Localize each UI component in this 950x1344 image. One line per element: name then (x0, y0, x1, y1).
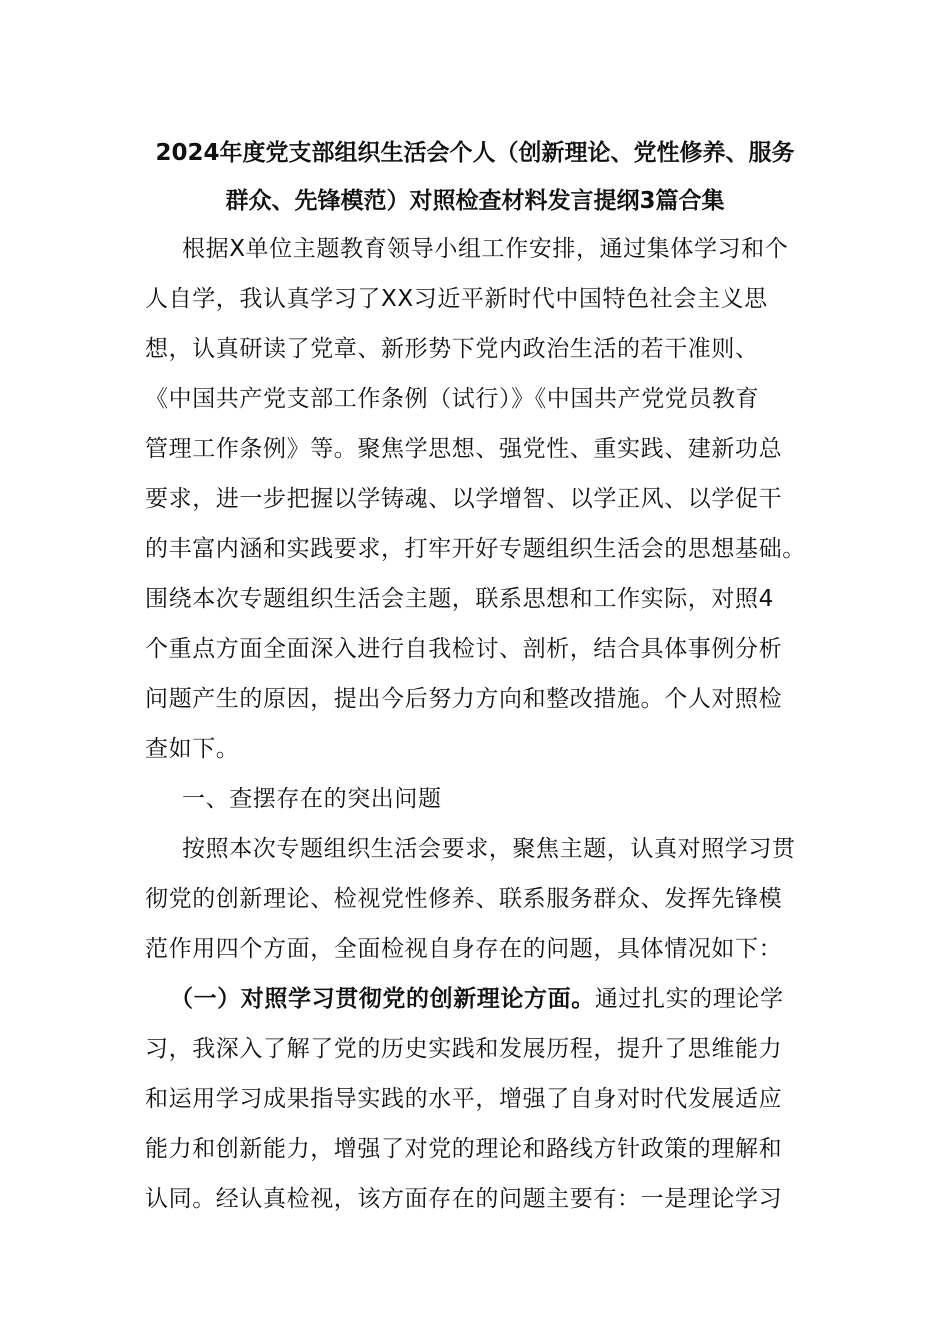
paragraph-line: 人自学，我认真学习了XX习近平新时代中国特色社会主义思 (145, 286, 768, 312)
document-title-line-2: 群众、先锋模范）对照检查材料发言提纲3篇合集 (225, 188, 725, 214)
paragraph-line: 围绕本次专题组织生活会主题，联系思想和工作实际，对照4 (145, 586, 774, 612)
paragraph-line: 要求，进一步把握以学铸魂、以学增智、以学正风、以学促干 (145, 486, 783, 512)
paragraph-line: 习，我深入了解了党的历史实践和发展历程，提升了思维能力 (145, 1036, 783, 1062)
paragraph-line: 能力和创新能力，增强了对党的理论和路线方针政策的理解和 (145, 1136, 783, 1162)
paragraph-line: 彻党的创新理论、检视党性修养、联系服务群众、发挥先锋模 (145, 886, 783, 912)
paragraph-line: 问题产生的原因，提出今后努力方向和整改措施。个人对照检 (145, 686, 783, 712)
paragraph-line: 根据X单位主题教育领导小组工作安排，通过集体学习和个 (182, 236, 789, 262)
document-title-line-1: 2024年度党支部组织生活会个人（创新理论、党性修养、服务 (155, 140, 795, 166)
paragraph-line: 《中国共产党支部工作条例（试行）》《中国共产党党员教育 (145, 386, 760, 412)
subsection-line (170, 974, 784, 1024)
paragraph-line: 想，认真研读了党章、新形势下党内政治生活的若干准则、 (145, 336, 759, 362)
section-heading: 一、查摆存在的突出问题 (182, 786, 442, 812)
paragraph-line: 管理工作条例》等。聚焦学思想、强党性、重实践、建新功总 (145, 436, 783, 462)
paragraph-line: 查如下。 (145, 736, 240, 762)
paragraph-line: 范作用四个方面，全面检视自身存在的问题，具体情况如下： (145, 936, 783, 962)
paragraph-line: 认同。经认真检视，该方面存在的问题主要有：一是理论学习 (145, 1186, 783, 1212)
paragraph-line: 按照本次专题组织生活会要求，聚焦主题，认真对照学习贯 (182, 836, 796, 862)
subsection-text: 通过扎实的理论学 (594, 986, 784, 1012)
paragraph-line: 的丰富内涵和实践要求，打牢开好专题组织生活会的思想基础。 (145, 536, 806, 562)
paragraph-line: 个重点方面全面深入进行自我检讨、剖析，结合具体事例分析 (145, 636, 783, 662)
subsection-heading: （一）对照学习贯彻党的创新理论方面。 (170, 986, 595, 1012)
paragraph-line: 和运用学习成果指导实践的水平，增强了自身对时代发展适应 (145, 1086, 783, 1112)
